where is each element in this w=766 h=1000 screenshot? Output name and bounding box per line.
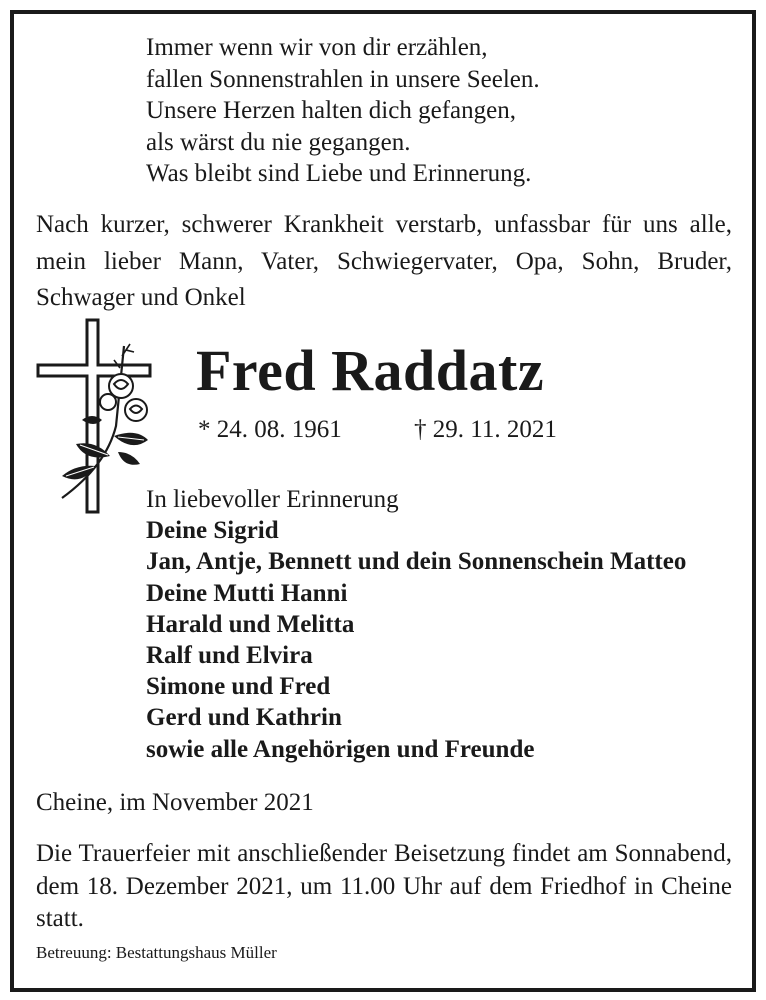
intro-text: Nach kurzer, schwerer Krankheit verstarb, unfassbar für uns alle, mein lieber Mann, Vater, Schwiegervater, Opa, Sohn, Bruder, Schwager und Onkel: [36, 211, 732, 311]
place-date: Cheine, im November 2021: [36, 789, 314, 816]
funeral-home-credit: Betreuung: Bestattungshaus Müller: [36, 943, 277, 962]
mourner-name: Jan, Antje, Bennett und dein Sonnenschein Matteo: [146, 548, 687, 576]
poem-line: fallen Sonnenstrahlen in unsere Seelen.: [146, 65, 540, 93]
mourner-name: Deine Sigrid: [146, 517, 279, 545]
death-date: † 29. 11. 2021: [414, 416, 557, 443]
poem-line: als wärst du nie gegangen.: [146, 128, 411, 156]
deceased-name: Fred Raddatz: [196, 338, 545, 403]
mourners-list: [146, 484, 686, 765]
cross-with-rose-icon: [36, 316, 156, 516]
life-dates: [198, 414, 557, 446]
poem-line: Immer wenn wir von dir erzählen,: [146, 34, 488, 61]
funeral-info: Die Trauerfeier mit anschließender Beisetzung findet am Sonnabend, dem 18. Dezember 2021, um 11.00 Uhr auf dem Friedhof in Cheine statt.: [36, 840, 732, 932]
mourner-name: Harald und Melitta: [146, 610, 355, 638]
poem-line: Unsere Herzen halten dich gefangen,: [146, 97, 516, 124]
birth-date: * 24. 08. 1961: [198, 416, 342, 443]
mourner-name: Ralf und Elvira: [146, 642, 313, 670]
mourner-name: Deine Mutti Hanni: [146, 579, 348, 607]
mourners-heading: In liebevoller Erinnerung: [146, 486, 399, 513]
obituary-notice: [10, 10, 756, 992]
mourner-name: Simone und Fred: [146, 673, 331, 701]
mourner-name: sowie alle Angehörigen und Freunde: [146, 735, 535, 763]
poem-line: Was bleibt sind Liebe und Erinnerung.: [146, 160, 532, 187]
poem: [146, 32, 540, 190]
mourner-name: Gerd und Kathrin: [146, 704, 342, 732]
